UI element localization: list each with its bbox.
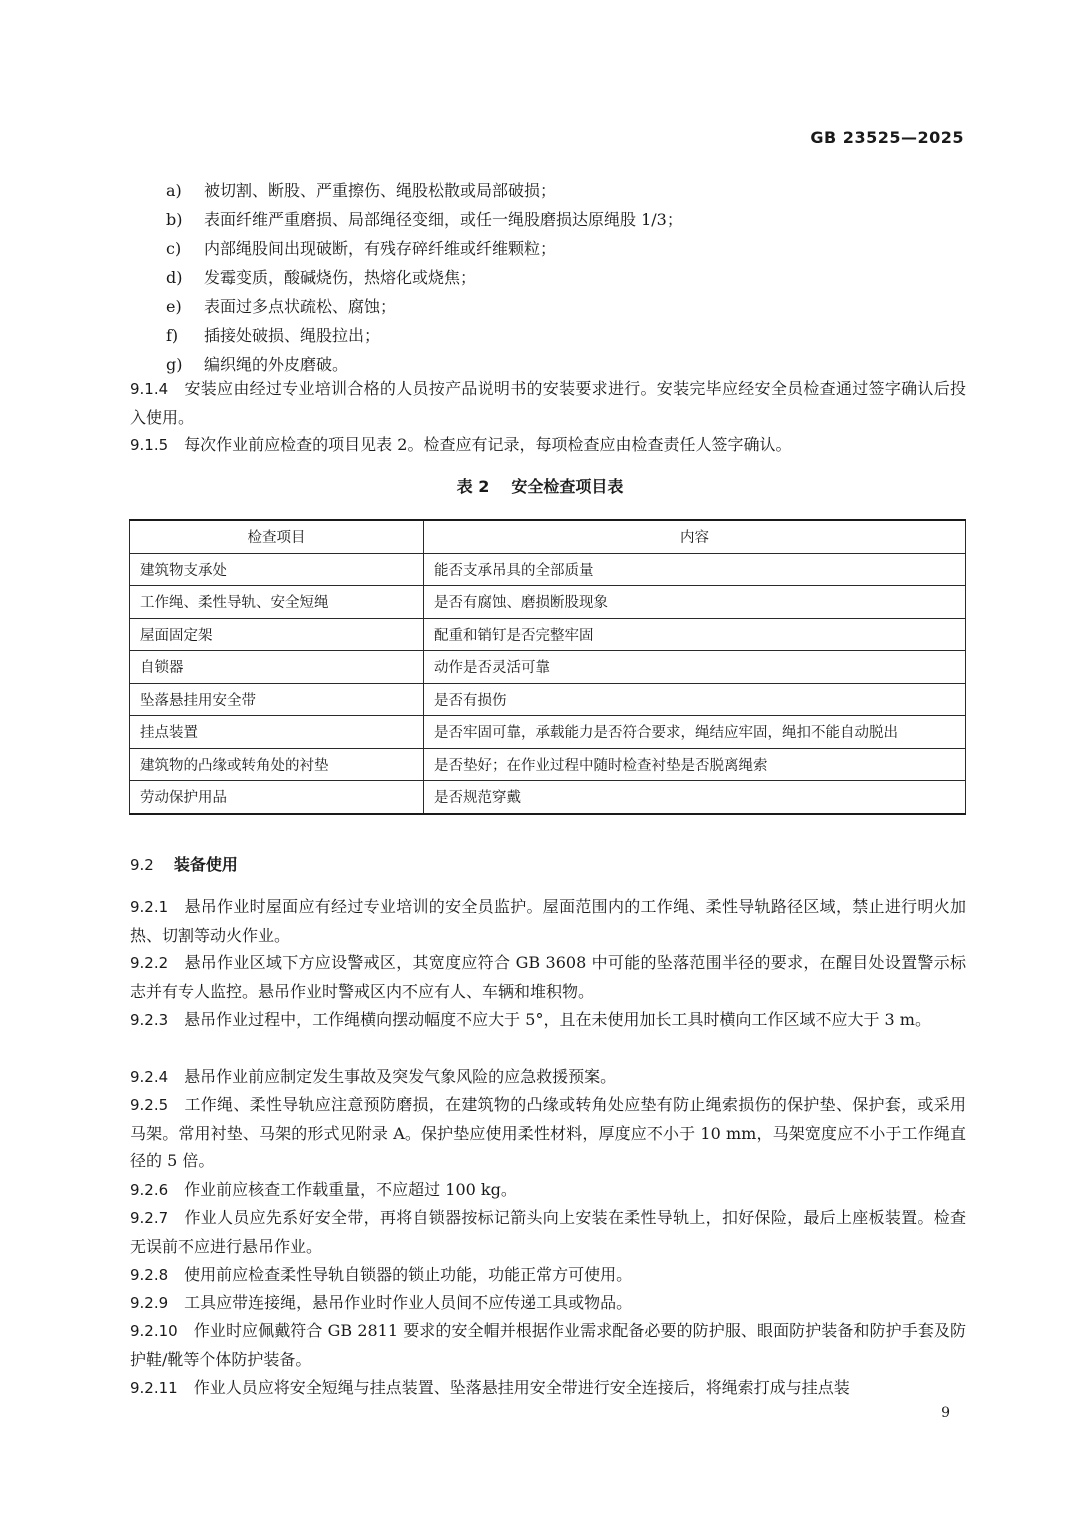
table-row	[130, 781, 966, 814]
clause-number: 9.2.7	[130, 1209, 169, 1227]
section-heading	[130, 852, 238, 875]
clause-9-2-9	[130, 1289, 966, 1318]
defect-list	[166, 176, 683, 379]
list-item	[166, 321, 683, 350]
clause-number: 9.2.8	[130, 1266, 169, 1284]
table-row	[130, 748, 966, 781]
clause-9-1-5	[130, 431, 966, 460]
cell-item: 屋面固定架	[130, 618, 424, 651]
cell-item: 自锁器	[130, 651, 424, 684]
table-row	[130, 651, 966, 684]
list-item-label: g)	[166, 355, 183, 374]
table-row	[130, 716, 966, 749]
page-number: 9	[941, 1405, 950, 1421]
clause-number: 9.2.4	[130, 1068, 169, 1086]
standard-code: GB 23525—2025	[810, 128, 964, 147]
list-item-label: e)	[166, 297, 182, 316]
table-row	[130, 553, 966, 586]
table-number: 表 2	[456, 477, 490, 496]
clause-number: 9.2.3	[130, 1011, 169, 1029]
table-row	[130, 618, 966, 651]
clause-9-2-5	[130, 1091, 966, 1175]
column-header-content: 内容	[424, 520, 966, 553]
cell-item: 坠落悬挂用安全带	[130, 683, 424, 716]
list-item-text: 内部绳股间出现破断，有残存碎纤维或纤维颗粒；	[204, 239, 557, 258]
table-title: 安全检查项目表	[511, 477, 624, 496]
table-caption	[0, 474, 1080, 497]
clause-text: 使用前应检查柔性导轨自锁器的锁止功能，功能正常方可使用。	[184, 1265, 633, 1284]
list-item	[166, 205, 683, 234]
clause-text: 作业时应佩戴符合 GB 2811 要求的安全帽并根据作业需求配备必要的防护服、眼面防护装备和防护手套及防护鞋/靴等个体防护装备。	[130, 1321, 966, 1369]
safety-check-table	[129, 519, 966, 815]
clause-text: 安装应由经过专业培训合格的人员按产品说明书的安装要求进行。安装完毕应经安全员检查通过签字确认后投入使用。	[130, 379, 966, 427]
clause-text: 作业人员应将安全短绳与挂点装置、坠落悬挂用安全带进行安全连接后，将绳索打成与挂点装	[193, 1378, 850, 1397]
list-item-label: f)	[166, 326, 179, 345]
column-header-item: 检查项目	[130, 520, 424, 553]
clause-9-2-7	[130, 1204, 966, 1260]
clause-9-1-4	[130, 375, 966, 431]
clause-number: 9.2.11	[130, 1379, 178, 1397]
clause-text: 工具应带连接绳，悬吊作业时作业人员间不应传递工具或物品。	[184, 1293, 633, 1312]
section-number: 9.2	[130, 856, 154, 874]
clause-9-2-8	[130, 1261, 966, 1290]
list-item-text: 发霉变质，酸碱烧伤，热熔化或烧焦；	[204, 268, 477, 287]
clause-9-2-1	[130, 893, 966, 949]
list-item-label: c)	[166, 239, 182, 258]
list-item-label: b)	[166, 210, 183, 229]
cell-content: 配重和销钉是否完整牢固	[424, 618, 966, 651]
list-item-text: 被切割、断股、严重擦伤、绳股松散或局部破损；	[204, 181, 557, 200]
list-item-text: 表面过多点状疏松、腐蚀；	[204, 297, 397, 316]
list-item-text: 表面纤维严重磨损、局部绳径变细，或任一绳股磨损达原绳股 1/3；	[204, 210, 683, 229]
cell-content: 是否规范穿戴	[424, 781, 966, 814]
cell-content: 能否支承吊具的全部质量	[424, 553, 966, 586]
list-item-text: 编织绳的外皮磨破。	[204, 355, 349, 374]
clause-9-2-3	[130, 1006, 966, 1035]
clause-number: 9.2.1	[130, 898, 169, 916]
cell-item: 建筑物支承处	[130, 553, 424, 586]
list-item	[166, 292, 683, 321]
clause-text: 作业人员应先系好安全带，再将自锁器按标记箭头向上安装在柔性导轨上，扣好保险，最后上座板装置。检查无误前不应进行悬吊作业。	[130, 1208, 966, 1256]
cell-content: 是否牢固可靠，承载能力是否符合要求，绳结应牢固，绳扣不能自动脱出	[424, 716, 966, 749]
cell-item: 劳动保护用品	[130, 781, 424, 814]
clause-text: 悬吊作业时屋面应有经过专业培训的安全员监护。屋面范围内的工作绳、柔性导轨路径区域，禁止进行明火加热、切割等动火作业。	[130, 897, 966, 945]
clause-9-2-6	[130, 1176, 966, 1205]
cell-content: 是否有损伤	[424, 683, 966, 716]
list-item	[166, 234, 683, 263]
list-item	[166, 176, 683, 205]
clause-text: 悬吊作业过程中，工作绳横向摆动幅度不应大于 5°，且在未使用加长工具时横向工作区域不应大于 3 m。	[184, 1010, 931, 1029]
clause-number: 9.2.9	[130, 1294, 169, 1312]
clause-9-2-4	[130, 1063, 966, 1092]
clause-9-2-11	[130, 1374, 966, 1403]
clause-text: 工作绳、柔性导轨应注意预防磨损，在建筑物的凸缘或转角处应垫有防止绳索损伤的保护垫、保护套，或采用马架。常用衬垫、马架的形式见附录 A。保护垫应使用柔性材料，厚度应不小于 10 mm，马架宽度应不小于工作绳直径的 5 倍。	[130, 1095, 966, 1170]
clause-9-2-10	[130, 1317, 966, 1373]
clause-number: 9.2.10	[130, 1322, 178, 1340]
list-item	[166, 263, 683, 292]
clause-text: 悬吊作业前应制定发生事故及突发气象风险的应急救援预案。	[184, 1067, 617, 1086]
cell-item: 挂点装置	[130, 716, 424, 749]
clause-text: 每次作业前应检查的项目见表 2。检查应有记录，每项检查应由检查责任人签字确认。	[184, 435, 792, 454]
clause-text: 悬吊作业区域下方应设警戒区，其宽度应符合 GB 3608 中可能的坠落范围半径的要求，在醒目处设置警示标志并有专人监控。悬吊作业时警戒区内不应有人、车辆和堆积物。	[130, 953, 966, 1001]
clause-number: 9.1.4	[130, 380, 169, 398]
cell-item: 工作绳、柔性导轨、安全短绳	[130, 586, 424, 619]
cell-item: 建筑物的凸缘或转角处的衬垫	[130, 748, 424, 781]
section-title: 装备使用	[173, 855, 238, 874]
clause-number: 9.2.2	[130, 954, 169, 972]
cell-content: 是否有腐蚀、磨损断股现象	[424, 586, 966, 619]
clause-text: 作业前应核查工作载重量，不应超过 100 kg。	[184, 1180, 517, 1199]
cell-content: 动作是否灵活可靠	[424, 651, 966, 684]
table-row	[130, 586, 966, 619]
clause-number: 9.1.5	[130, 436, 169, 454]
list-item-text: 插接处破损、绳股拉出；	[204, 326, 381, 345]
list-item-label: a)	[166, 181, 182, 200]
table-header-row	[130, 520, 966, 553]
list-item-label: d)	[166, 268, 183, 287]
clause-9-2-2	[130, 949, 966, 1005]
table-row	[130, 683, 966, 716]
clause-number: 9.2.5	[130, 1096, 169, 1114]
cell-content: 是否垫好；在作业过程中随时检查衬垫是否脱离绳索	[424, 748, 966, 781]
clause-number: 9.2.6	[130, 1181, 169, 1199]
